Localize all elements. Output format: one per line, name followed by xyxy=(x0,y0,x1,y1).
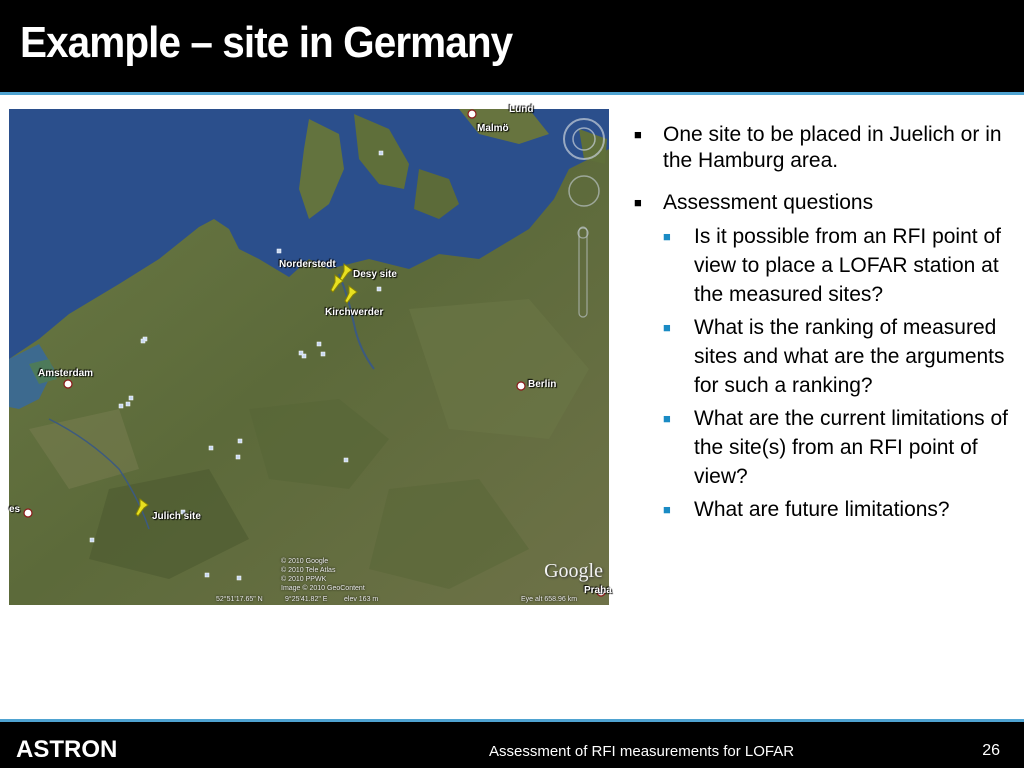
square-bullet-icon: ■ xyxy=(634,195,642,210)
bullet-text: Assessment questions xyxy=(663,191,874,214)
credit-line: © 2010 PPWK xyxy=(281,576,327,583)
bullet-list xyxy=(632,122,1012,528)
square-bullet-icon: ■ xyxy=(663,502,671,517)
square-bullet-icon: ■ xyxy=(663,411,671,426)
credit-line: Image © 2010 GeoContent xyxy=(281,585,365,592)
map-label-lund: Lund xyxy=(509,104,534,115)
map-label-amsterdam: Amsterdam xyxy=(38,368,94,379)
map-label-malmo: Malmö xyxy=(477,123,509,134)
square-bullet-icon: ■ xyxy=(634,127,642,142)
bullet-text: Is it possible from an RFI point of view to place a LOFAR station at the measured sites? xyxy=(694,225,1001,306)
bullet-item xyxy=(632,122,1012,174)
map-label-berlin: Berlin xyxy=(528,379,557,390)
square-bullet-icon: ■ xyxy=(663,320,671,335)
slide-title: Example – site in Germany xyxy=(20,18,513,67)
astron-logo: ASTRON xyxy=(16,736,118,763)
sub-bullet-item xyxy=(632,404,1012,491)
status-elevation: elev 163 m xyxy=(344,596,379,603)
bullet-item xyxy=(632,190,1012,216)
map-label-julich: Julich site xyxy=(152,511,201,522)
sub-bullet-item xyxy=(632,313,1012,400)
sub-bullet-item xyxy=(632,495,1012,524)
map-label-praha: Praha xyxy=(584,585,612,596)
google-logo: Google xyxy=(544,560,603,582)
map-label-norderstedt: Norderstedt xyxy=(279,259,336,270)
bullet-text: What are the current limitations of the site(s) from an RFI point of view? xyxy=(694,407,1008,488)
bullet-text: What are future limitations? xyxy=(694,498,950,521)
sub-bullet-item xyxy=(632,222,1012,309)
page-number: 26 xyxy=(982,742,1000,759)
footer-caption: Assessment of RFI measurements for LOFAR xyxy=(489,743,795,760)
map-graphic xyxy=(9,109,609,605)
satellite-map[interactable] xyxy=(9,104,612,605)
bullet-text: What is the ranking of measured sites and what are the arguments for such a ranking? xyxy=(694,316,1005,397)
bullet-text: One site to be placed in Juelich or in the Hamburg area. xyxy=(663,123,1002,172)
map-label-desy: Desy site xyxy=(353,269,397,280)
status-coords-lon: 9°25'41.82" E xyxy=(285,596,328,603)
header-divider xyxy=(0,92,1024,95)
map-credits xyxy=(281,557,365,593)
credit-line: © 2010 Tele Atlas xyxy=(281,567,336,574)
map-label-kirchwerder: Kirchwerder xyxy=(325,307,384,318)
square-bullet-icon: ■ xyxy=(663,229,671,244)
status-eye-altitude: Eye alt 658.96 km xyxy=(521,596,578,603)
status-coords-lat: 52°51'17.65" N xyxy=(216,596,263,603)
credit-line: © 2010 Google xyxy=(281,558,329,565)
map-label-partial: es xyxy=(9,504,21,515)
